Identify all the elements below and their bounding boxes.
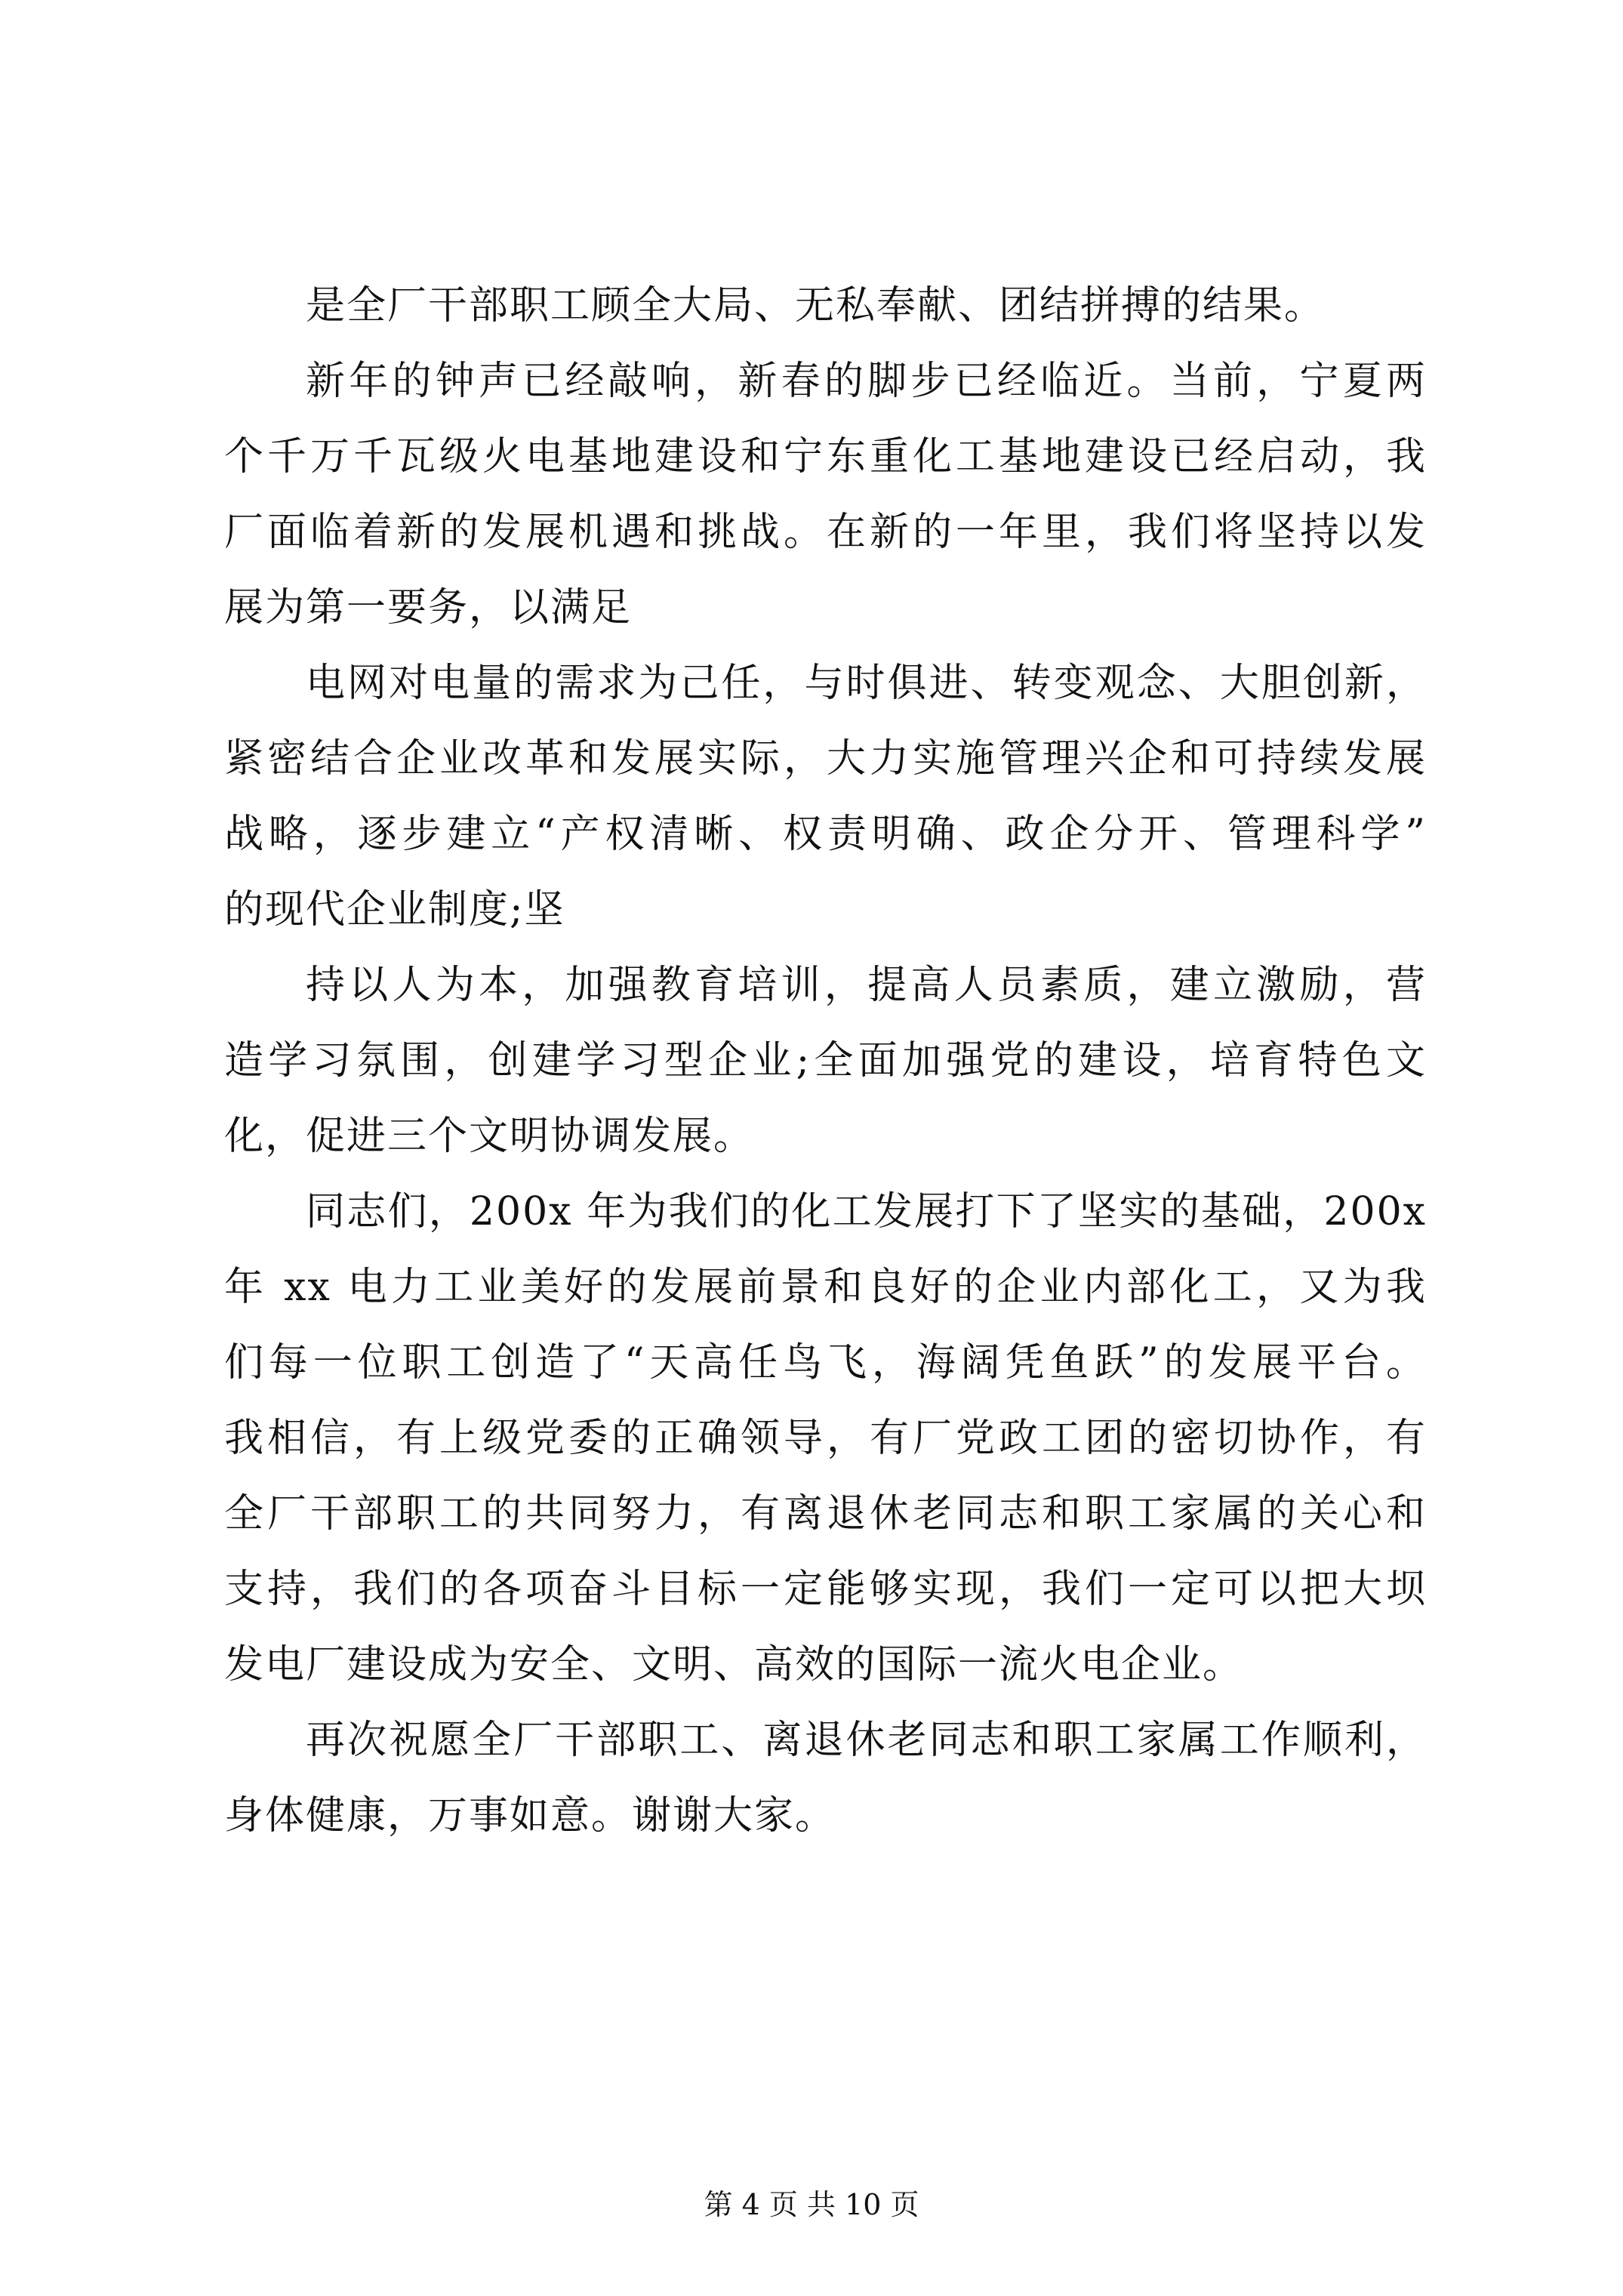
- paragraph-line: 身体健康，万事如意。谢谢大家。: [224, 1793, 836, 1838]
- paragraph-line: 化，促进三个文明协调发展。: [224, 1114, 755, 1159]
- paragraph-line: 新年的钟声已经敲响，新春的脚步已经临近。当前，宁夏两: [306, 359, 1427, 404]
- paragraph-line: 紧密结合企业改革和发展实际，大力实施管理兴企和可持续发展: [224, 736, 1427, 781]
- paragraph-3: [224, 646, 1427, 948]
- paragraph-line: 全厂干部职工的共同努力，有离退休老同志和职工家属的关心和: [224, 1491, 1427, 1536]
- paragraph-5: [224, 1174, 1427, 1703]
- paragraph-2: [224, 344, 1427, 646]
- paragraph-line: 持以人为本，加强教育培训，提高人员素质，建立激励，营: [306, 963, 1427, 1008]
- paragraph-1: [306, 268, 1427, 344]
- paragraph-line: 电网对电量的需求为己任，与时俱进、转变观念、大胆创新，: [306, 661, 1427, 706]
- paragraph-line: 支持，我们的各项奋斗目标一定能够实现，我们一定可以把大坝: [224, 1567, 1427, 1612]
- paragraph-line: 们每一位职工创造了“天高任鸟飞，海阔凭鱼跃”的发展平台。: [224, 1340, 1427, 1385]
- paragraph-line: 发电厂建设成为安全、文明、高效的国际一流火电企业。: [224, 1642, 1244, 1687]
- paragraph-line: 的现代企业制度;坚: [224, 887, 565, 932]
- paragraph-line: 同志们，200x 年为我们的化工发展打下了坚实的基础，200x: [306, 1189, 1427, 1234]
- paragraph-line: 年 xx 电力工业美好的发展前景和良好的企业内部化工，又为我: [224, 1265, 1427, 1310]
- paragraph-line: 再次祝愿全厂干部职工、离退休老同志和职工家属工作顺利，: [306, 1718, 1427, 1763]
- paragraph-line: 展为第一要务，以满足: [224, 585, 633, 630]
- paragraph-4: [224, 948, 1427, 1174]
- paragraph-line: 我相信，有上级党委的正确领导，有厂党政工团的密切协作，有: [224, 1416, 1427, 1461]
- paragraph-line: 是全厂干部职工顾全大局、无私奉献、团结拼搏的结果。: [306, 283, 1326, 328]
- paragraph-6: [224, 1703, 1427, 1854]
- document-body: [224, 268, 1427, 1854]
- paragraph-line: 个千万千瓦级火电基地建设和宁东重化工基地建设已经启动，我: [224, 434, 1427, 479]
- page-number-label: 第 4 页 共 10 页: [704, 2188, 919, 2221]
- paragraph-line: 厂面临着新的发展机遇和挑战。在新的一年里，我们将坚持以发: [224, 510, 1427, 555]
- paragraph-line: 战略，逐步建立“产权清晰、权责明确、政企分开、管理科学”: [224, 812, 1427, 857]
- paragraph-line: 造学习氛围，创建学习型企业;全面加强党的建设，培育特色文: [224, 1038, 1427, 1083]
- page-footer: [0, 2186, 1623, 2224]
